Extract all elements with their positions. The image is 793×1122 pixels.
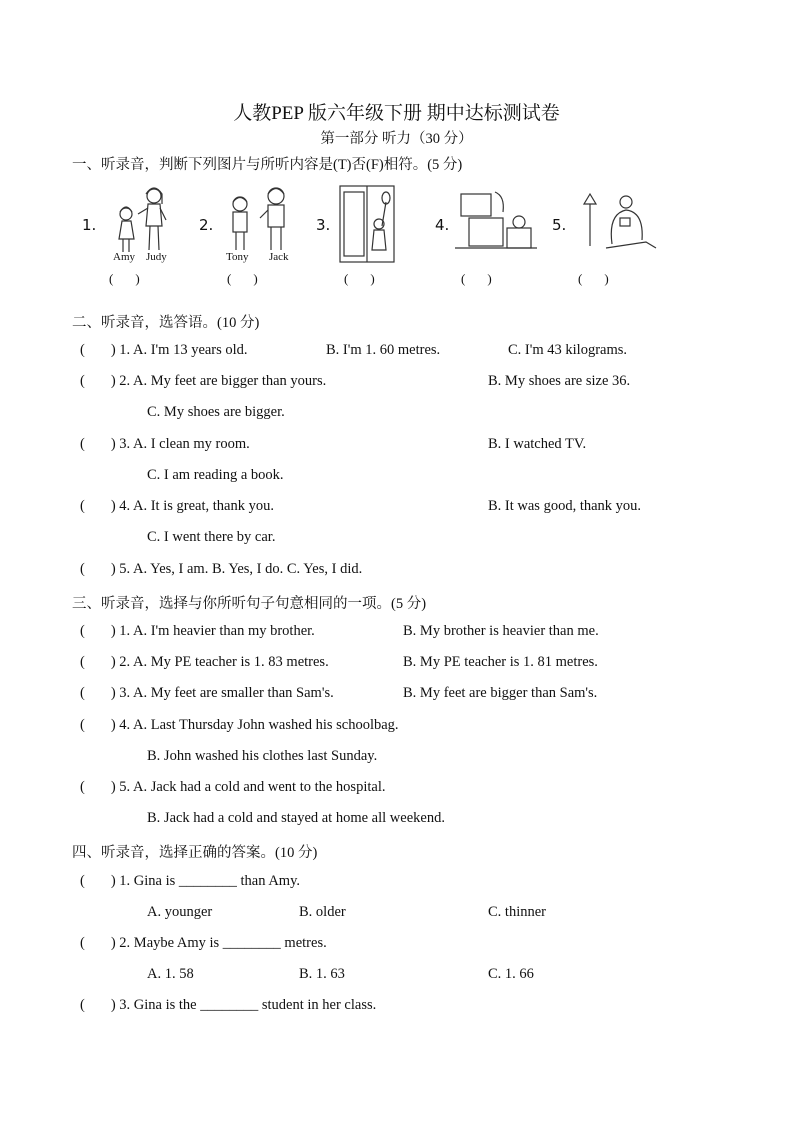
picture-1-name-amy: Amy — [113, 251, 135, 263]
part1-heading: 一、听录音，判断下列图片与所听内容是(T)否(F)相符。(5 分) — [72, 157, 463, 173]
answer-blank[interactable]: ( — [80, 498, 85, 514]
question-option-a: ) 3. A. My feet are smaller than Sam's. — [110, 685, 334, 701]
part2-q2-option-b: B. My shoes are size 36. — [488, 373, 631, 389]
part2-q4-option-b: B. It was good, thank you. — [488, 498, 642, 514]
part4-q1-option-a: A. younger — [147, 904, 213, 920]
picture-1-name-judy: Judy — [146, 251, 167, 263]
picture-1-number: 1. — [82, 216, 97, 234]
part4-q1 — [80, 873, 300, 890]
question-stem: ) 1. A. I'm 13 years old. — [110, 342, 248, 358]
question-option-a: ) 4. A. Last Thursday John washed his schoolbag. — [110, 717, 399, 733]
part3-q1-option-b: B. My brother is heavier than me. — [403, 623, 599, 639]
part4-q1-option-c: C. thinner — [488, 904, 546, 920]
part2-q1-option-b: B. I'm 1. 60 metres. — [326, 342, 441, 358]
question-stem: ) 1. Gina is ________ than Amy. — [110, 873, 301, 889]
question-option-a: ) 1. A. I'm heavier than my brother. — [110, 623, 315, 639]
two-girls-icon — [108, 184, 178, 256]
part3-q4-option-b: B. John washed his clothes last Sunday. — [147, 748, 378, 764]
boy-watching-tv-icon — [455, 188, 537, 260]
picture-2-name-tony: Tony — [226, 251, 249, 263]
answer-blank[interactable]: ( — [80, 685, 85, 701]
picture-3-answer-blank[interactable]: ( ) — [344, 271, 375, 286]
part3-q2 — [80, 654, 329, 671]
part2-q4 — [80, 498, 274, 515]
picture-3-number: 3. — [316, 216, 331, 234]
picture-2-number: 2. — [199, 216, 214, 234]
answer-blank[interactable]: ( — [80, 623, 85, 639]
part3-q3-option-b: B. My feet are bigger than Sam's. — [403, 685, 598, 701]
part4-q2 — [80, 935, 327, 952]
answer-blank[interactable]: ( — [80, 997, 85, 1013]
part2-q3-option-b: B. I watched TV. — [488, 436, 587, 452]
part2-q4-option-c: C. I went there by car. — [147, 529, 276, 545]
part2-q1-option-c: C. I'm 43 kilograms. — [508, 342, 628, 358]
question-stem: ) 2. Maybe Amy is ________ metres. — [110, 935, 327, 951]
part2-heading: 二、听录音，选答语。(10 分) — [72, 315, 260, 331]
picture-5-answer-blank[interactable]: ( ) — [578, 271, 609, 286]
wardrobe-cleaning-icon — [338, 184, 398, 264]
part4-heading: 四、听录音，选择正确的答案。(10 分) — [72, 845, 318, 861]
picture-2-answer-blank[interactable]: ( ) — [227, 271, 258, 286]
answer-blank[interactable]: ( — [80, 654, 85, 670]
part2-q3-option-c: C. I am reading a book. — [147, 467, 284, 483]
two-boys-icon — [224, 184, 294, 256]
question-option-a: ) 2. A. My PE teacher is 1. 83 metres. — [110, 654, 329, 670]
part3-q1 — [80, 623, 315, 640]
part3-q5-option-b: B. Jack had a cold and stayed at home all weekend. — [147, 810, 445, 826]
part2-q2-option-c: C. My shoes are bigger. — [147, 404, 285, 420]
part2-q1 — [80, 342, 248, 359]
answer-blank[interactable]: ( — [80, 373, 85, 389]
part4-q2-option-a: A. 1. 58 — [147, 966, 194, 982]
picture-4-answer-blank[interactable]: ( ) — [461, 271, 492, 286]
question-stem: ) 2. A. My feet are bigger than yours. — [110, 373, 327, 389]
question-stem: ) 3. A. I clean my room. — [110, 436, 250, 452]
answer-blank[interactable]: ( — [80, 561, 85, 577]
part4-q2-option-c: C. 1. 66 — [488, 966, 534, 982]
part4-q3 — [80, 997, 376, 1014]
girl-reading-icon — [576, 188, 658, 260]
part3-q5 — [80, 779, 385, 796]
part2-q2 — [80, 373, 326, 390]
part3-q2-option-b: B. My PE teacher is 1. 81 metres. — [403, 654, 598, 670]
picture-2-name-jack: Jack — [269, 251, 289, 263]
part4-q1-option-b: B. older — [299, 904, 346, 920]
part3-q4 — [80, 717, 399, 734]
answer-blank[interactable]: ( — [80, 779, 85, 795]
part3-heading: 三、听录音，选择与你所听句子句意相同的一项。(5 分) — [72, 596, 427, 612]
page-title: 人教PEP 版六年级下册 期中达标测试卷 — [233, 103, 560, 124]
question-stem: ) 4. A. It is great, thank you. — [110, 498, 274, 514]
picture-4-number: 4. — [435, 216, 450, 234]
question-stem: ) 5. A. Yes, I am. B. Yes, I do. C. Yes, I did. — [110, 561, 363, 577]
answer-blank[interactable]: ( — [80, 935, 85, 951]
answer-blank[interactable]: ( — [80, 436, 85, 452]
answer-blank[interactable]: ( — [80, 342, 85, 358]
part3-q3 — [80, 685, 334, 702]
part4-q2-option-b: B. 1. 63 — [299, 966, 345, 982]
picture-5-number: 5. — [552, 216, 567, 234]
question-option-a: ) 5. A. Jack had a cold and went to the hospital. — [110, 779, 386, 795]
question-stem: ) 3. Gina is the ________ student in her class. — [110, 997, 377, 1013]
part2-q5 — [80, 561, 362, 578]
answer-blank[interactable]: ( — [80, 873, 85, 889]
answer-blank[interactable]: ( — [80, 717, 85, 733]
picture-1-answer-blank[interactable]: ( ) — [109, 271, 140, 286]
part2-q3 — [80, 436, 250, 453]
section-subtitle: 第一部分 听力（30 分） — [320, 131, 473, 147]
